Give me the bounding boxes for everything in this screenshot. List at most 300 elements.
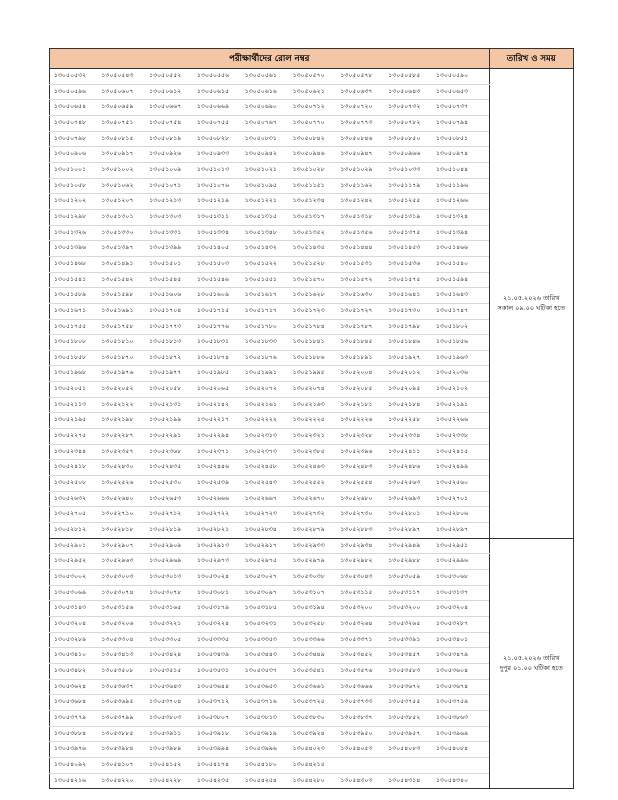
roll-number-cell: ১৩০৫৪২২০	[101, 776, 134, 784]
roll-number-cell: ১৩০৫১০০২	[97, 162, 145, 178]
roll-number-cell: ১৩০৫২২২২	[241, 413, 289, 429]
roll-number-cell: ১৩০৫২৮৯৭	[388, 526, 421, 534]
roll-number-cell: ১৩০৫৩২৬৪	[336, 616, 384, 632]
roll-number-cell: ১৩০৫১৫৫১	[241, 272, 289, 288]
roll-number-cell: ১৩০৫০৭৫৫	[193, 115, 241, 131]
roll-number-cell: ১৩০৫৪৩৪০	[436, 776, 469, 784]
roll-number-cell: ১৩০৫১৬০৬	[145, 288, 193, 304]
roll-number-cell: ১৩০৫১৮০৮	[50, 335, 98, 351]
roll-number-cell: ১৩০৫২১৬৩	[289, 397, 337, 413]
roll-number-cell: ১৩০৫১৮১০	[97, 335, 145, 351]
roll-number-cell: ১৩০৫৩০৪৩	[336, 570, 384, 586]
roll-number-cell: ১৩০৫১০২৮	[289, 162, 337, 178]
roll-number-cell: ১৩০৫৩৯৯৪	[193, 742, 241, 758]
roll-number-cell: ১৩০৫২৫৬০	[432, 476, 489, 492]
roll-number-cell: ১৩০৫২০৭২	[241, 382, 289, 398]
roll-number-cell: ১৩০৫২৩১৩	[241, 429, 289, 445]
roll-number-cell: ১৩০৫৩৩০৪	[97, 632, 145, 648]
roll-number-cell: ১৩০৫১৫৭৫	[384, 272, 432, 288]
roll-number-cell: ১৩০৫২৩৭৩	[241, 444, 289, 460]
roll-number-cell: ১৩০৫১৮১৩	[145, 335, 193, 351]
roll-number-cell: ১৩০৫৩৭৭৯	[50, 710, 98, 726]
roll-number-cell: ১৩০৫৩০০৩	[97, 570, 145, 586]
roll-number-cell: ১৩০৫৩১৬৫	[145, 601, 193, 617]
roll-number-cell: ১৩০৫২৫৫৪	[336, 476, 384, 492]
roll-number-cell: ১৩০৫২০৫২	[97, 382, 145, 398]
roll-number-cell: ১৩০৫১৩৯৬	[50, 241, 98, 257]
roll-number-cell: ১৩০৫২০০৪	[336, 366, 384, 382]
roll-number-cell: ১৩০৫৩৯৫০	[336, 726, 384, 742]
roll-number-cell: ১৩০৫২৪৬৩	[289, 460, 337, 476]
roll-number-cell: ১৩০৫৩৭৫৯	[432, 695, 489, 711]
roll-number-cell: ১৩০৫২৩২৮	[336, 429, 384, 445]
roll-number-cell: ১৩০৫৩১৩৭	[432, 585, 489, 601]
roll-number-cell: ১৩০৫৪১৫২	[145, 757, 193, 773]
roll-number-cell: ১৩০৫২৯৭৯	[289, 554, 337, 570]
roll-number-cell: ১৩০৫০৫৭৮	[336, 69, 384, 85]
roll-number-cell: ১৩০৫৩২২১	[145, 616, 193, 632]
roll-number-cell: ১৩০৫০৭৫৪	[145, 115, 193, 131]
roll-number-cell: ১৩০৫২৮০৬	[432, 507, 489, 523]
roll-number-cell: ১৩০৫২৫৪৩	[241, 476, 289, 492]
roll-number-cell: ১৩০৫২৩৭১	[193, 444, 241, 460]
roll-number-cell: ১৩০৫৩১০৭	[289, 585, 337, 601]
roll-number-cell: ১৩০৫০৭৯৪	[432, 115, 489, 131]
roll-number-cell: ১৩০৫৩৫৪১	[289, 663, 337, 679]
roll-number-cell: ১৩০৫৩২০৬	[97, 616, 145, 632]
roll-number-cell: ১৩০৫১৮৫৬	[432, 335, 489, 351]
roll-number-cell: ১৩০৫২২৮৭	[97, 429, 145, 445]
roll-number-cell: ১৩০৫১৪০৫	[193, 241, 241, 257]
roll-number-cell: ১৩০৫১১৭৯	[384, 178, 432, 194]
roll-number-cell: ১৩০৫১৭৫৫	[50, 319, 98, 335]
roll-number-cell: ১৩০৫২৪৮৬	[384, 460, 432, 476]
roll-number-cell: ১৩০৫৩৪৫৭	[384, 648, 432, 664]
roll-number-cell: ১৩০৫১৪৯১	[97, 256, 145, 272]
roll-number-cell: ১৩০৫১৪৫৩	[384, 241, 432, 257]
roll-number-cell: ১৩০৫২৬৬৬	[193, 491, 241, 507]
roll-number-cell: ১৩০৫৩১৯৪	[289, 601, 337, 617]
roll-number-cell: ১৩০৫১১৯৬	[432, 178, 489, 194]
date-time-heading: তারিখ ও সময়	[489, 49, 573, 69]
roll-number-cell: ১৩০৫৪১৭৪	[193, 757, 241, 773]
roll-number-cell: ১৩০৫০৬৬৯	[193, 100, 241, 116]
roll-number-cell: ১৩০৫১৩৫২	[289, 225, 337, 241]
roll-number-cell: ১৩০৫২৬৮০	[336, 491, 384, 507]
roll-number-cell: ১৩০৫০৭১২	[289, 100, 337, 116]
roll-number-cell: ১৩০৫১৬২৮	[289, 288, 337, 304]
roll-number-cell	[384, 757, 432, 773]
roll-number-cell: ১৩০৫০৯২৬	[145, 147, 193, 163]
roll-number-cell: ১৩০৫১৮৭২	[145, 350, 193, 366]
roll-number-cell: ১৩০৫৩৮৩৭	[336, 710, 384, 726]
roll-number-cell: ১৩০৫১৩৫৬	[336, 225, 384, 241]
roll-number-cell: ১৩০৫১২২১	[241, 194, 289, 210]
roll-number-cell: ১৩০৫২৬৫৩	[145, 491, 193, 507]
roll-number-cell: ১৩০৫২৩৩৮	[432, 429, 489, 445]
roll-number-cell: ১৩০৫২৭০৫	[50, 507, 98, 523]
roll-number-cell: ১৩০৫২২৫৮	[384, 413, 432, 429]
roll-number-cell: ১৩০৫১৪৪৪	[336, 241, 384, 257]
roll-number-cell: ১৩০৫৩৯৮৯	[145, 742, 193, 758]
roll-number-cell: ১৩০৫৩৭০৪	[145, 695, 193, 711]
roll-number-cell: ১৩০৫৪২৫৪	[244, 776, 277, 784]
roll-number-cell: ১৩০৫১৫২২	[241, 256, 289, 272]
roll-number-cell: ১৩০৫৪২৮০	[292, 776, 325, 784]
roll-number-cell: ১৩০৫১৩১৭	[289, 209, 337, 225]
roll-number-cell: ১৩০৫৩৩০৫	[145, 632, 193, 648]
roll-number-cell: ১৩০৫১৮৩১	[193, 335, 241, 351]
roll-number-cell: ১৩০৫১৮৭৪	[193, 350, 241, 366]
roll-number-cell: ১৩০৫২৭২৩	[241, 507, 289, 523]
roll-number-cell	[336, 757, 384, 773]
roll-number-cell: ১৩০৫২৮২১	[196, 526, 230, 534]
roll-number-cell: ১৩০৫২২৯১	[145, 429, 193, 445]
roll-number-cell: ১৩০৫১৬১৭	[241, 288, 289, 304]
roll-number-cell: ১৩০৫২০৬৫	[193, 382, 241, 398]
roll-number-cell: ১৩০৫১৩০১	[97, 209, 145, 225]
roll-number-cell: ১৩০৫৩৪০১	[432, 632, 489, 648]
table-row	[50, 538, 574, 554]
roll-number-cell: ১৩০৫১৯৬৩	[432, 350, 489, 366]
roll-number-cell: ১৩০৫২৯৩৩	[289, 538, 337, 554]
roll-number-cell: ১৩০৫২৯৯৬	[432, 554, 489, 570]
roll-number-cell: ১৩০৫৩৬৫৩	[241, 679, 289, 695]
roll-number-cell: ১৩০৫৪২২৮	[149, 776, 182, 784]
roll-number-cell: ১৩০৫০৭৪৮	[50, 115, 98, 131]
roll-number-cell: ১৩০৫১৬৪১	[384, 288, 432, 304]
roll-number-cell: ১৩০৫১২০৭	[97, 194, 145, 210]
roll-number-cell: ১৩০৫০৭২০	[336, 100, 384, 116]
roll-number-cell: ১৩০৫৪১০৭	[97, 757, 145, 773]
roll-number-cell: ১৩০৫০৭৭০	[289, 115, 337, 131]
roll-number-cell: ১৩০৫৩৬২৪	[50, 679, 98, 695]
roll-number-cell: ১৩০৫১৫৩১	[336, 256, 384, 272]
roll-number-cell: ১৩০৫২২৬৬	[432, 413, 489, 429]
roll-number-cell: ১৩০৫২৭৩২	[289, 507, 337, 523]
roll-number-cell: ১৩০৫২৯৭৫	[241, 554, 289, 570]
roll-number-cell: ১৩০৫৩৩৩৫	[193, 632, 241, 648]
roll-number-cell: ১৩০৫১৪৬৬	[432, 241, 489, 257]
roll-number-cell: ১৩০৫৩০৬৮	[432, 570, 489, 586]
roll-number-cell: ১৩০৫১৩১৯	[384, 209, 432, 225]
roll-number-cell: ১৩০৫১৮৪৫	[336, 335, 384, 351]
roll-number-cell: ১৩০৫১০৪৪	[432, 162, 489, 178]
roll-number-cell: ১৩০৫০৮৫০	[384, 131, 432, 147]
roll-number-cell	[432, 757, 489, 773]
roll-number-cell: ১৩০৫৩৪৫২	[336, 648, 384, 664]
roll-number-cell: ১৩০৫২২৭৫	[50, 429, 98, 445]
roll-number-cell: ১৩০৫৩৪২৪	[145, 648, 193, 664]
roll-number-cell: ১৩০৫১০৬২	[97, 178, 145, 194]
roll-number-heading: পরীক্ষার্থীদের রোল নম্বর	[50, 49, 490, 69]
roll-number-cell: ১৩০৫৩৯১৮	[193, 726, 241, 742]
roll-number-cell: ১৩০৫২৯৪৯	[384, 538, 432, 554]
roll-number-cell: ১৩০৫২৬৭০	[289, 491, 337, 507]
roll-number-cell: ১৩০৫০৭৮২	[384, 115, 432, 131]
roll-number-cell: ১৩০৫৪০২৩	[289, 742, 337, 758]
exam-time: দুপুর ০১.০০ ঘটিকা হতে	[499, 664, 563, 673]
roll-number-cell: ১৩০৫০৬৩৭	[336, 84, 384, 100]
roll-number-cell: ১৩০৫১৫০১	[145, 256, 193, 272]
roll-number-cell: ১৩০৫৪১৮০	[241, 757, 289, 773]
roll-number-cell: ১৩০৫৩০৫৯	[384, 570, 432, 586]
exam-schedule-cell	[489, 538, 573, 789]
roll-number-cell: ১৩০৫৩০২৭	[241, 570, 289, 586]
roll-number-cell: ১৩০৫১৫৪২	[97, 272, 145, 288]
roll-number-cell: ১৩০৫২৬৩২	[50, 491, 98, 507]
roll-number-cell: ১৩০৫৩১৪৩	[50, 601, 98, 617]
roll-number-cell: ১৩০৫০৯১৭	[97, 147, 145, 163]
roll-number-cell: ১৩০৫১৩৪৮	[241, 225, 289, 241]
roll-number-cell: ১৩০৫১৩৭৫	[384, 225, 432, 241]
roll-number-cell: ১৩০৫১৭২৭	[336, 303, 384, 319]
roll-number-cell: ১৩০৫৩৬৭৪	[432, 679, 489, 695]
roll-number-cell: ১৩০৫০৮৫১	[432, 131, 489, 147]
roll-number-cell: ১৩০৫৩৪৭৯	[432, 648, 489, 664]
roll-number-cell: ১৩০৫৩৬৩৭	[97, 679, 145, 695]
roll-number-cell: ১৩০৫৩০৭৮	[145, 585, 193, 601]
roll-number-cell: ১৩০৫২১৯৯	[145, 413, 193, 429]
roll-number-cell: ১৩০৫০৯৪২	[241, 147, 289, 163]
roll-number-cell: ১৩০৫২১২২	[97, 397, 145, 413]
roll-number-cell: ১৩০৫১০০৯	[145, 162, 193, 178]
roll-number-cell: ১৩০৫০৯০৬	[50, 147, 98, 163]
roll-number-cell: ১৩০৫১৮৪৬	[384, 335, 432, 351]
roll-number-cell: ১৩০৫১২৫৫	[384, 194, 432, 210]
roll-number-cell: ১৩০৫১৬৭১	[50, 303, 98, 319]
roll-number-cell: ১৩০৫১৭৩০	[384, 303, 432, 319]
roll-number-cell: ১৩০৫০৭৭৩	[336, 115, 384, 131]
roll-number-cell: ১৩০৫২২২৬	[336, 413, 384, 429]
roll-number-cell: ১৩০৫২১৪২	[193, 397, 241, 413]
roll-number-cell: ১৩০৫৪৩১৪	[388, 776, 421, 784]
roll-number-cell: ১৩০৫০৫৭০	[289, 69, 337, 85]
roll-number-cell: ১৩০৫৩৬৮৪	[50, 695, 98, 711]
roll-number-cell: ১৩০৫০৯৪৬	[289, 147, 337, 163]
roll-number-cell: ১৩০৫২১৩১	[145, 397, 193, 413]
roll-number-cell: ১৩০৫৩৫৩১	[193, 663, 241, 679]
roll-number-cell: ১৩০৫১৩২৪	[432, 209, 489, 225]
roll-number-cell: ১৩০৫১৩১৫	[241, 209, 289, 225]
roll-number-cell: ১৩০৫৩৫০৮	[97, 663, 145, 679]
roll-number-cell: ১৩০৫১৩৩১	[145, 225, 193, 241]
roll-number-cell: ১৩০৫২৪৩০	[97, 460, 145, 476]
roll-number-cell: ১৩০৫৩৬৯৫	[97, 695, 145, 711]
roll-number-cell: ১৩০৫১৭৮০	[241, 319, 289, 335]
roll-number-cell: ১৩০৫১০৯৫	[241, 178, 289, 194]
roll-number-cell: ১৩০৫৩৮৮৫	[97, 726, 145, 742]
roll-number-cell: ১৩০৫০৫৩২	[50, 69, 98, 85]
roll-number-cell: ১৩০৫১৭৪৭	[432, 303, 489, 319]
roll-number-cell: ১৩০৫০৯৪৭	[336, 147, 384, 163]
roll-number-cell: ১৩০৫১০১৩	[193, 162, 241, 178]
roll-number-cell: ১৩০৫৩২৮৯	[50, 632, 98, 648]
roll-number-cell: ১৩০৫১০৫৮	[50, 178, 98, 194]
roll-number-cell: ১৩০৫০৬৬৭	[145, 100, 193, 116]
roll-number-cell: ১৩০৫২৫৫২	[289, 476, 337, 492]
roll-number-cell: ১৩০৫০৬০৭	[97, 84, 145, 100]
roll-number-cell: ১৩০৫৩৮৬৩	[432, 710, 489, 726]
roll-number-cell: ১৩০৫৩০৯৭	[241, 585, 289, 601]
roll-number-cell: ১৩০৫৩৭৩৩	[336, 695, 384, 711]
roll-number-cell: ১৩০৫২৮৯৭	[436, 526, 469, 534]
roll-number-cell: ১৩০৫৪০৯২	[50, 757, 98, 773]
roll-number-cell: ১৩০৫২৬৬৭	[241, 491, 289, 507]
roll-number-cell: ১৩০৫১৫০৩	[193, 256, 241, 272]
roll-number-cell: ১৩০৫০৮৩১	[241, 131, 289, 147]
roll-number-cell: ১৩০৫০৮১৫	[97, 131, 145, 147]
roll-number-cell: ১৩০৫৩৩৭১	[336, 632, 384, 648]
roll-number-cell: ১৩০৫১৪৩৫	[289, 241, 337, 257]
roll-number-cell: ১৩০৫৩৪১৩	[97, 648, 145, 664]
roll-number-cell: ১৩০৫৩৭২৫	[289, 695, 337, 711]
roll-number-cell: ১৩০৫২৭১০	[97, 507, 145, 523]
roll-number-cell: ১৩০৫১৫৪৫	[145, 272, 193, 288]
roll-number-cell: ১৩০৫৩৬৪৪	[193, 679, 241, 695]
roll-number-cell: ১৩০৫২৯০৭	[97, 538, 145, 554]
roll-number-cell: ১৩০৫৩২০০	[336, 601, 384, 617]
roll-number-cell: ১৩০৫১৮০২	[432, 319, 489, 335]
roll-number-cell: ১৩০৫১৫৪১	[50, 272, 98, 288]
roll-number-cell: ১৩০৫০৯৩৩	[193, 147, 241, 163]
roll-number-cell: ১৩০৫০৫৮৫	[384, 69, 432, 85]
roll-number-cell: ১৩০৫২৩২১	[289, 429, 337, 445]
roll-number-cell: ১৩০৫৩৯১৯	[241, 726, 289, 742]
roll-number-cell: ১৩০৫০৫৬১	[241, 69, 289, 85]
roll-number-cell: ১৩০৫৩১১৫	[336, 585, 384, 601]
roll-number-cell: ১৩০৫১৫৯৮	[97, 288, 145, 304]
table-body	[50, 69, 574, 789]
roll-number-cell: ১৩০৫৩১১৭	[384, 585, 432, 601]
roll-number-cell: ১৩০৫৩৬৪৩	[145, 679, 193, 695]
roll-number-cell: ১৩০৫২৩৩৪	[384, 429, 432, 445]
roll-schedule-table	[49, 48, 574, 789]
roll-number-cell: ১৩০৫১৫৪০	[432, 256, 489, 272]
roll-number-cell: ১৩০৫৩৭১২	[193, 695, 241, 711]
roll-number-cell: ১৩০৫১১৬২	[336, 178, 384, 194]
roll-number-cell: ১৩০৫১৮৭৬	[241, 350, 289, 366]
roll-number-cell: ১৩০৫০৫৫২	[145, 69, 193, 85]
roll-number-cell: ১৩০৫১৩১৮	[336, 209, 384, 225]
roll-number-cell: ১৩০৫১৫৩৬	[384, 256, 432, 272]
roll-number-cell: ১৩০৫১৪৬৮	[50, 256, 98, 272]
roll-number-cell: ১৩০৫১৬৪৩	[432, 288, 489, 304]
roll-number-cell: ১৩০৫১৭৯৮	[384, 319, 432, 335]
roll-number-cell: ১৩০৫২২২৫	[289, 413, 337, 429]
roll-number-cell: ১৩০৫১২৩৪	[289, 194, 337, 210]
roll-number-cell: ১৩০৫৩৩৬৬	[289, 632, 337, 648]
roll-number-cell: ১৩০৫০৬১৬	[241, 84, 289, 100]
roll-number-cell: ১৩০৫১৮৫৮	[50, 350, 98, 366]
roll-number-cell: ১৩০৫০৬৪৩	[384, 84, 432, 100]
roll-number-cell: ১৩০৫৩৯৮৪	[97, 742, 145, 758]
roll-number-cell: ১৩০৫৩২০৪	[50, 616, 98, 632]
roll-number-cell: ১৩০৫৩৪৪৩	[241, 648, 289, 664]
roll-number-cell: ১৩০৫২৪৪৬	[193, 460, 241, 476]
roll-number-cell: ১৩০৫২১৬১	[241, 397, 289, 413]
roll-number-cell: ১৩০৫৩৯৫৭	[384, 726, 432, 742]
roll-number-cell: ১৩০৫১৭৫৮	[97, 319, 145, 335]
roll-number-cell: ১৩০৫২১১৩	[50, 397, 98, 413]
roll-number-cell: ১৩০৫১৬০৯	[193, 288, 241, 304]
roll-number-cell: ১৩০৫১৮৭০	[97, 350, 145, 366]
roll-number-cell: ১৩০৫৩১৮৫	[241, 601, 289, 617]
table-row	[50, 69, 574, 85]
roll-number-cell: ১৩০৫২১৯৮	[97, 413, 145, 429]
roll-number-cell: ১৩০৫৩০২৪	[193, 570, 241, 586]
roll-number-cell: ১৩০৫৩৮১৩	[241, 710, 289, 726]
roll-number-cell: ১৩০৫২৮৮৩	[340, 526, 373, 534]
roll-number-cell: ১৩০৫০৬৫৪	[50, 100, 98, 116]
roll-number-cell: ১৩০৫১৩৯৯	[145, 241, 193, 257]
roll-number-cell: ১৩০৫৩৬৭২	[384, 679, 432, 695]
roll-number-cell: ১৩০৫০৭৯৮	[50, 131, 98, 147]
roll-number-cell: ১৩০৫২৮১৮	[101, 526, 134, 534]
roll-number-cell: ১৩০৫১৯২৭	[384, 350, 432, 366]
roll-number-cell: ১৩০৫০৬৫৯	[97, 100, 145, 116]
roll-number-cell: ১৩০৫১১৫১	[289, 178, 337, 194]
roll-number-cell: ১৩০৫১৯৯১	[241, 366, 289, 382]
roll-number-cell: ১৩০৫২৪৮৩	[336, 460, 384, 476]
roll-number-cell: ১৩০৫২৫৬৩	[384, 476, 432, 492]
roll-number-cell: ১৩০৫২৫২৬	[97, 476, 145, 492]
roll-number-cell: ১৩০৫০৭৩৭	[432, 100, 489, 116]
roll-number-cell: ১৩০৫০৬২১	[289, 84, 337, 100]
roll-number-cell: ১৩০৫৪০৮৪	[432, 742, 489, 758]
roll-number-cell: ১৩০৫০৭৩২	[384, 100, 432, 116]
roll-number-cell: ১৩০৫১৩৩৪	[193, 225, 241, 241]
roll-number-cell: ১৩০৫২৩৫৭	[97, 444, 145, 460]
roll-number-cell: ১৩০৫৩২০৪	[432, 601, 489, 617]
roll-number-cell: ১৩০৫২৭২২	[193, 507, 241, 523]
roll-number-cell: ১৩০৫৩৩৫৩	[241, 632, 289, 648]
roll-number-cell: ১৩০৫০৫৯৬	[50, 84, 98, 100]
roll-number-cell: ১৩০৫২৯৭৩	[193, 554, 241, 570]
roll-number-cell: ১৩০৫১৯৮৫	[193, 366, 241, 382]
roll-number-cell: ১৩০৫৩৪৪৯	[289, 648, 337, 664]
roll-number-cell: ১৩০৫১৭৮৪	[289, 319, 337, 335]
roll-number-cell: ১৩০৫৩৭৯৯	[97, 710, 145, 726]
roll-number-cell: ১৩০৫১৮৪১	[289, 335, 337, 351]
roll-number-cell: ১৩০৫২৩৬৮	[145, 444, 193, 460]
roll-number-cell: ১৩০৫২৯৮৮	[384, 554, 432, 570]
roll-number-cell: ১৩০৫০৮৪২	[289, 131, 337, 147]
roll-number-cell: ১৩০৫০৯৬৬	[384, 147, 432, 163]
roll-number-cell: ১৩০৫২৪১১	[384, 444, 432, 460]
roll-number-cell: ১৩০৫১৫৯৪	[432, 272, 489, 288]
roll-number-cell: ১৩০৫২৮০১	[384, 507, 432, 523]
roll-number-cell: ১৩০৫০৮১৯	[145, 131, 193, 147]
exam-date: ২১.০৫.২০২৬ তারিখ	[503, 654, 560, 663]
roll-number-cell: ১৩০৫১২১৩	[145, 194, 193, 210]
roll-number-cell: ১৩০৫১৮৮৬	[289, 350, 337, 366]
roll-number-cell: ১৩০৫১৭৭৩	[145, 319, 193, 335]
roll-number-cell: ১৩০৫৪০৮৩	[384, 742, 432, 758]
roll-number-cell: ১৩০৫১০৩৩	[384, 162, 432, 178]
roll-number-cell: ১৩০৫৩৭১৬	[241, 695, 289, 711]
roll-number-cell: ১৩০৫১৫৭০	[289, 272, 337, 288]
roll-number-cell: ১৩০৫১৭২৩	[289, 303, 337, 319]
roll-number-cell: ১৩০৫১৩২৬	[50, 225, 98, 241]
roll-number-cell: ১৩০৫২৪১৫	[432, 444, 489, 460]
roll-number-cell: ১৩০৫২৮১৯	[149, 526, 182, 534]
roll-number-cell: ১৩০৫১৩৯৭	[97, 241, 145, 257]
roll-number-cell: ১৩০৫২২৯৪	[193, 429, 241, 445]
roll-number-cell: ১৩০৫২৯৩৪	[336, 538, 384, 554]
roll-number-cell: ১৩০৫৩৫৩৭	[241, 663, 289, 679]
roll-number-cell: ১৩০৫৪২৩৫	[196, 776, 230, 784]
